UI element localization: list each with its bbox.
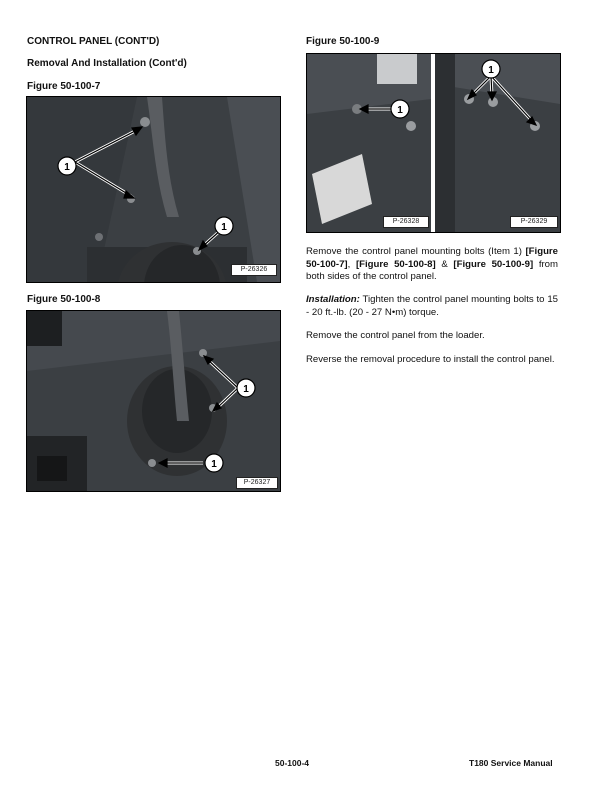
- callout-label: 1: [243, 384, 249, 395]
- photo-code: P-26328: [383, 216, 429, 228]
- figure-9-caption: Figure 50-100-9: [306, 36, 380, 47]
- installation-text: Tighten the control panel mounting bolts to 15 - 20 ft.-lb. (20 - 27 N•m) torque.: [306, 294, 558, 318]
- figure-ref: [Figure 50-100-9]: [453, 258, 534, 270]
- photo-code: P-26329: [510, 216, 558, 228]
- installation-paragraph: [306, 294, 558, 319]
- callout-label: 1: [397, 105, 403, 116]
- figure-7-illustration: [27, 97, 280, 282]
- figure-ref: [Figure 50-100-8]: [355, 258, 436, 270]
- callout-label: 1: [211, 459, 217, 470]
- para1-tail: from both sides of the control panel.: [306, 258, 559, 282]
- callout-label: 1: [64, 162, 70, 173]
- para1-lead: Remove the control panel mounting bolts (Item 1): [306, 246, 526, 257]
- subsection-title: Removal And Installation (Cont'd): [27, 58, 187, 69]
- figure-8-photo: [26, 310, 281, 492]
- section-title: CONTROL PANEL (CONT'D): [27, 36, 160, 47]
- callout-label: 1: [221, 222, 227, 233]
- instruction-paragraph-1: [306, 246, 558, 284]
- para1-separator: &: [435, 258, 454, 270]
- photo-code: P-26326: [231, 264, 277, 276]
- installation-label: Installation:: [306, 294, 360, 305]
- figure-9-photo: [306, 53, 561, 233]
- photo-code: P-26327: [236, 477, 278, 489]
- instruction-paragraph-4: Reverse the removal procedure to install the control panel.: [306, 354, 555, 365]
- figure-ref: [Figure 50-100-7]: [306, 246, 558, 270]
- figure-7-caption: Figure 50-100-7: [27, 81, 101, 92]
- instruction-paragraph-3: Remove the control panel from the loader.: [306, 330, 485, 341]
- para1-separator: ,: [347, 258, 356, 270]
- page-number: 50-100-4: [275, 758, 310, 768]
- manual-title: T180 Service Manual: [469, 758, 553, 768]
- callout-label: 1: [488, 65, 494, 76]
- figure-9-illustration: [307, 54, 560, 232]
- figure-7-photo: [26, 96, 281, 283]
- figure-8-illustration: [27, 311, 280, 491]
- figure-8-caption: Figure 50-100-8: [27, 294, 101, 305]
